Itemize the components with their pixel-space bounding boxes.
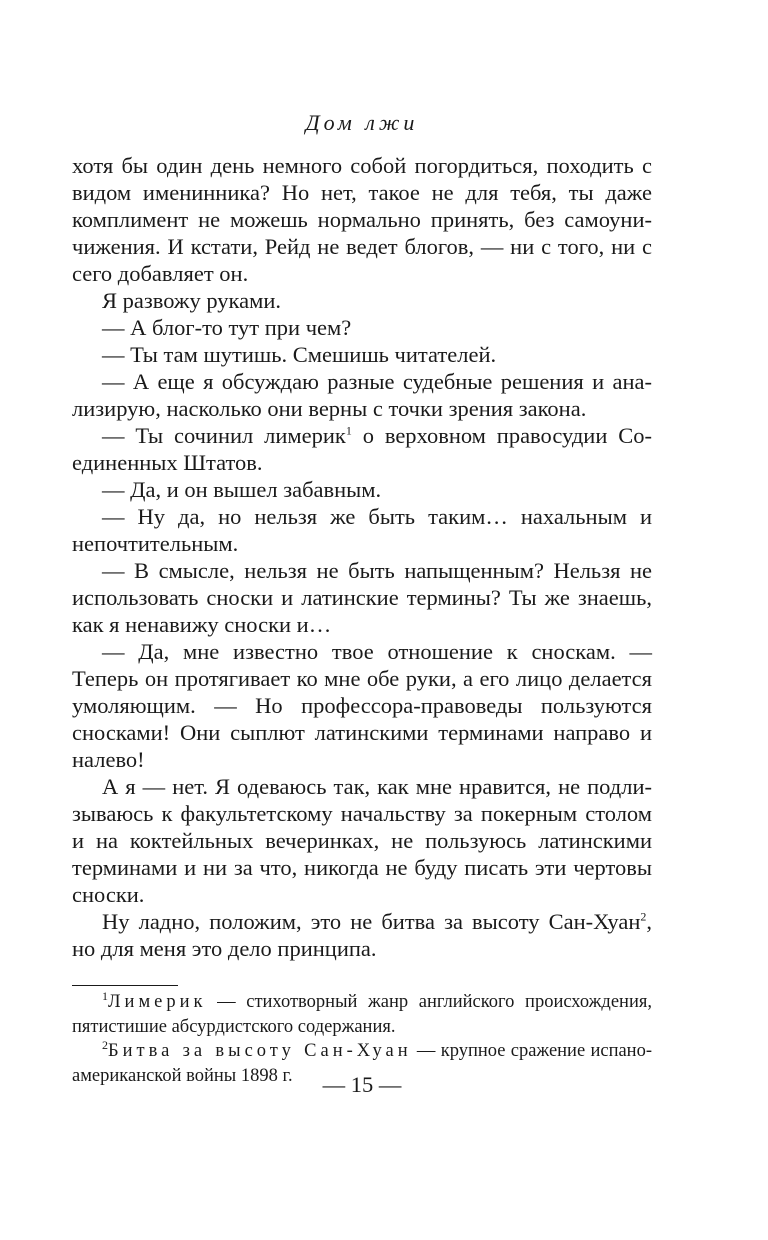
footnote-marker: 1 (102, 988, 108, 1003)
running-header: Дом лжи (305, 110, 419, 135)
footnote-text: — стихотворный жанр английского происхождения, пятистишие абсурдистского содержания. (72, 992, 652, 1037)
dialogue-line: — А еще я обсуждаю разные судебные решения и анализирую, насколько они верны с точки зрения закона. (72, 369, 652, 421)
footnote-ref[interactable]: 1 (345, 423, 352, 438)
text-run: Ну ладно, положим, это не битва за высоту Сан-Хуан (102, 909, 641, 934)
text-run: — Ты сочинил лимерик (102, 423, 346, 448)
footnote-divider (72, 985, 178, 986)
footnote-marker: 2 (102, 1037, 108, 1052)
dialogue-line: — Ну да, но нельзя же быть таким… нахальным и непочтительным. (72, 504, 652, 556)
dialogue-line: — Да, мне известно твое отношение к сноскам. — Теперь он протягивает ко мне обе руки, а его лицо делается умоляющим. — Но профессора-правоведы пользуются сносками! Они сыплют латинскими терминами направо и налево! (72, 639, 652, 772)
footnote-term: Лимерик (108, 992, 207, 1012)
dialogue-line (72, 422, 652, 476)
dialogue-line: — Ты там шутишь. Смешишь читателей. (102, 342, 497, 367)
body-text (72, 152, 652, 962)
footnote-text: — крупное сражение испано-американской войны 1898 г. (72, 1041, 652, 1086)
dialogue-line: — В смысле, нельзя не быть напыщенным? Нельзя не использовать сноски и латинские термины? Ты же знаешь, как я ненавижу сноски и… (72, 558, 652, 637)
footnote (72, 990, 652, 1039)
paragraph: Я развожу руками. (102, 288, 282, 313)
footnote-term: Битва за высоту Сан-Хуан (108, 1041, 412, 1061)
paragraph: хотя бы один день немного собой погордиться, походить с видом именинника? Но нет, такое не для тебя, ты даже комплимент не можешь нормально принять, без самоуничижения. И кстати, Рейд не ведет блогов, — ни с того, ни с сего добавляет он. (72, 153, 652, 286)
book-page (72, 0, 652, 1240)
paragraph (72, 908, 652, 962)
footnote-ref[interactable]: 2 (640, 909, 647, 924)
paragraph: А я — нет. Я одеваюсь так, как мне нравится, не подлизываюсь к факультетскому начальству за покерным столом и на коктейльных вечеринках, не пользуюсь латинскими терминами и ни за что, никогда не буду писать эти чертовы сноски. (72, 774, 652, 907)
text-run: , но для меня это дело принципа. (72, 909, 652, 961)
page-number: — 15 — (322, 1072, 402, 1097)
dialogue-line: — А блог-то тут при чем? (102, 315, 352, 340)
text-run: о верховном правосудии Соединенных Штатов. (72, 423, 653, 475)
dialogue-line: — Да, и он вышел забавным. (102, 477, 382, 502)
